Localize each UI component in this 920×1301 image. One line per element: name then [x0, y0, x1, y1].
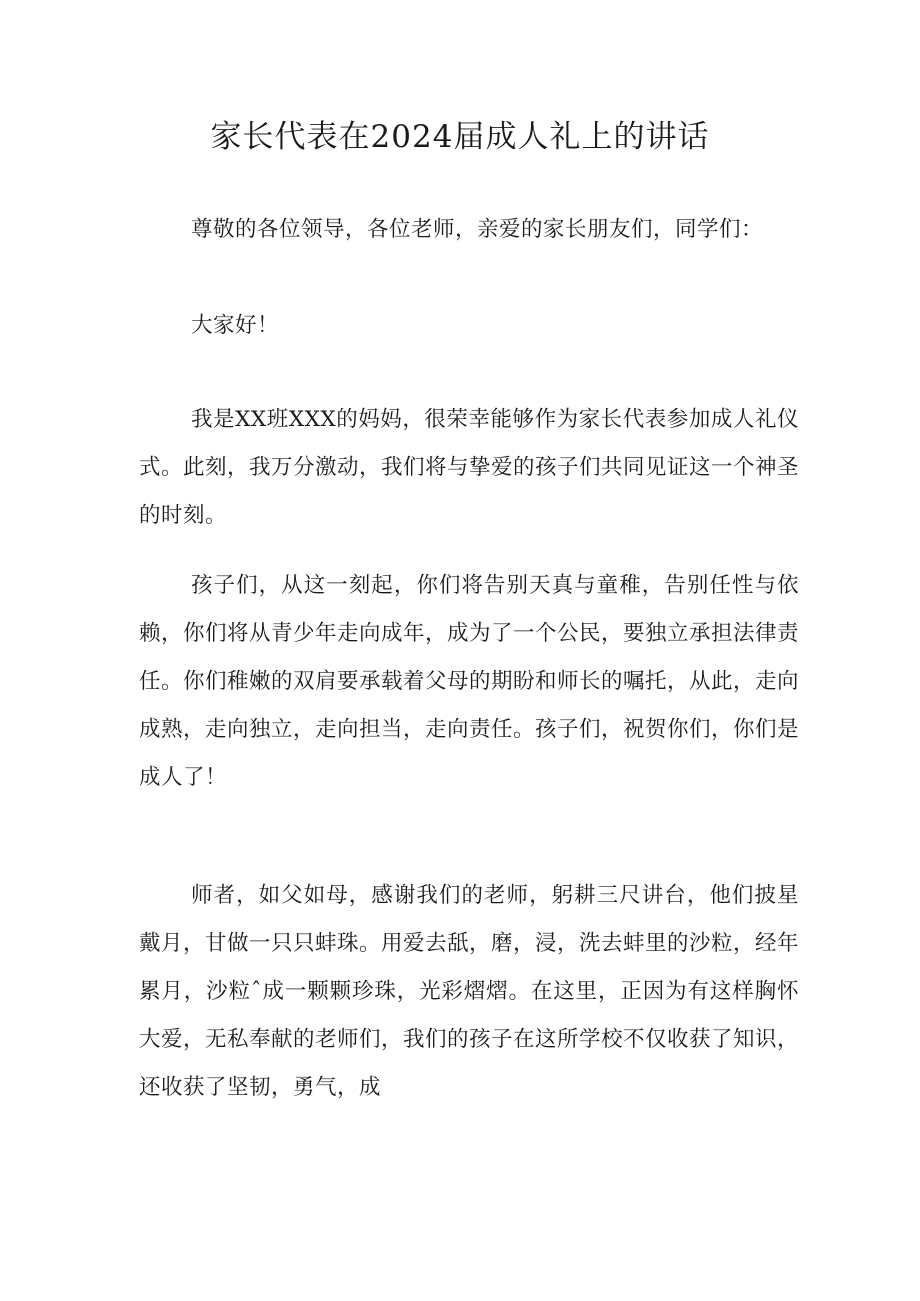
paragraph-teachers: 师者，如父如母，感谢我们的老师，躬耕三尺讲台，他们披星戴月，甘做一只只蚌珠。用爱去舐，磨，浸，洗去蚌里的沙粒，经年累月，沙粒ˆ成一颗颗珍珠，光彩熠熠。在这里，正因为有这样胸怀大爱，无私奉献的老师们，我们的孩子在这所学校不仅收获了知识，还收获了坚韧，勇气，成	[139, 883, 800, 1100]
document-title: 家长代表在2024届成人礼上的讲话	[210, 119, 710, 155]
paragraph-children: 孩子们，从这一刻起，你们将告别天真与童稚，告别任性与依赖，你们将从青少年走向成年，成为了一个公民，要独立承担法律责任。你们稚嫩的双肩要承载着父母的期盼和师长的嘱托，从此，走向成熟，走向独立，走向担当，走向责任。孩子们，祝贺你们，你们是成人了！	[139, 573, 800, 790]
paragraph-greeting: 大家好！	[191, 313, 280, 338]
paragraph-salutation: 尊敬的各位领导，各位老师，亲爱的家长朋友们，同学们：	[191, 217, 764, 242]
paragraph-intro: 我是XX班XXX的妈妈，很荣幸能够作为家长代表参加成人礼仪式。此刻，我万分激动，我们将与挚爱的孩子们共同见证这一个神圣的时刻。	[139, 407, 800, 528]
